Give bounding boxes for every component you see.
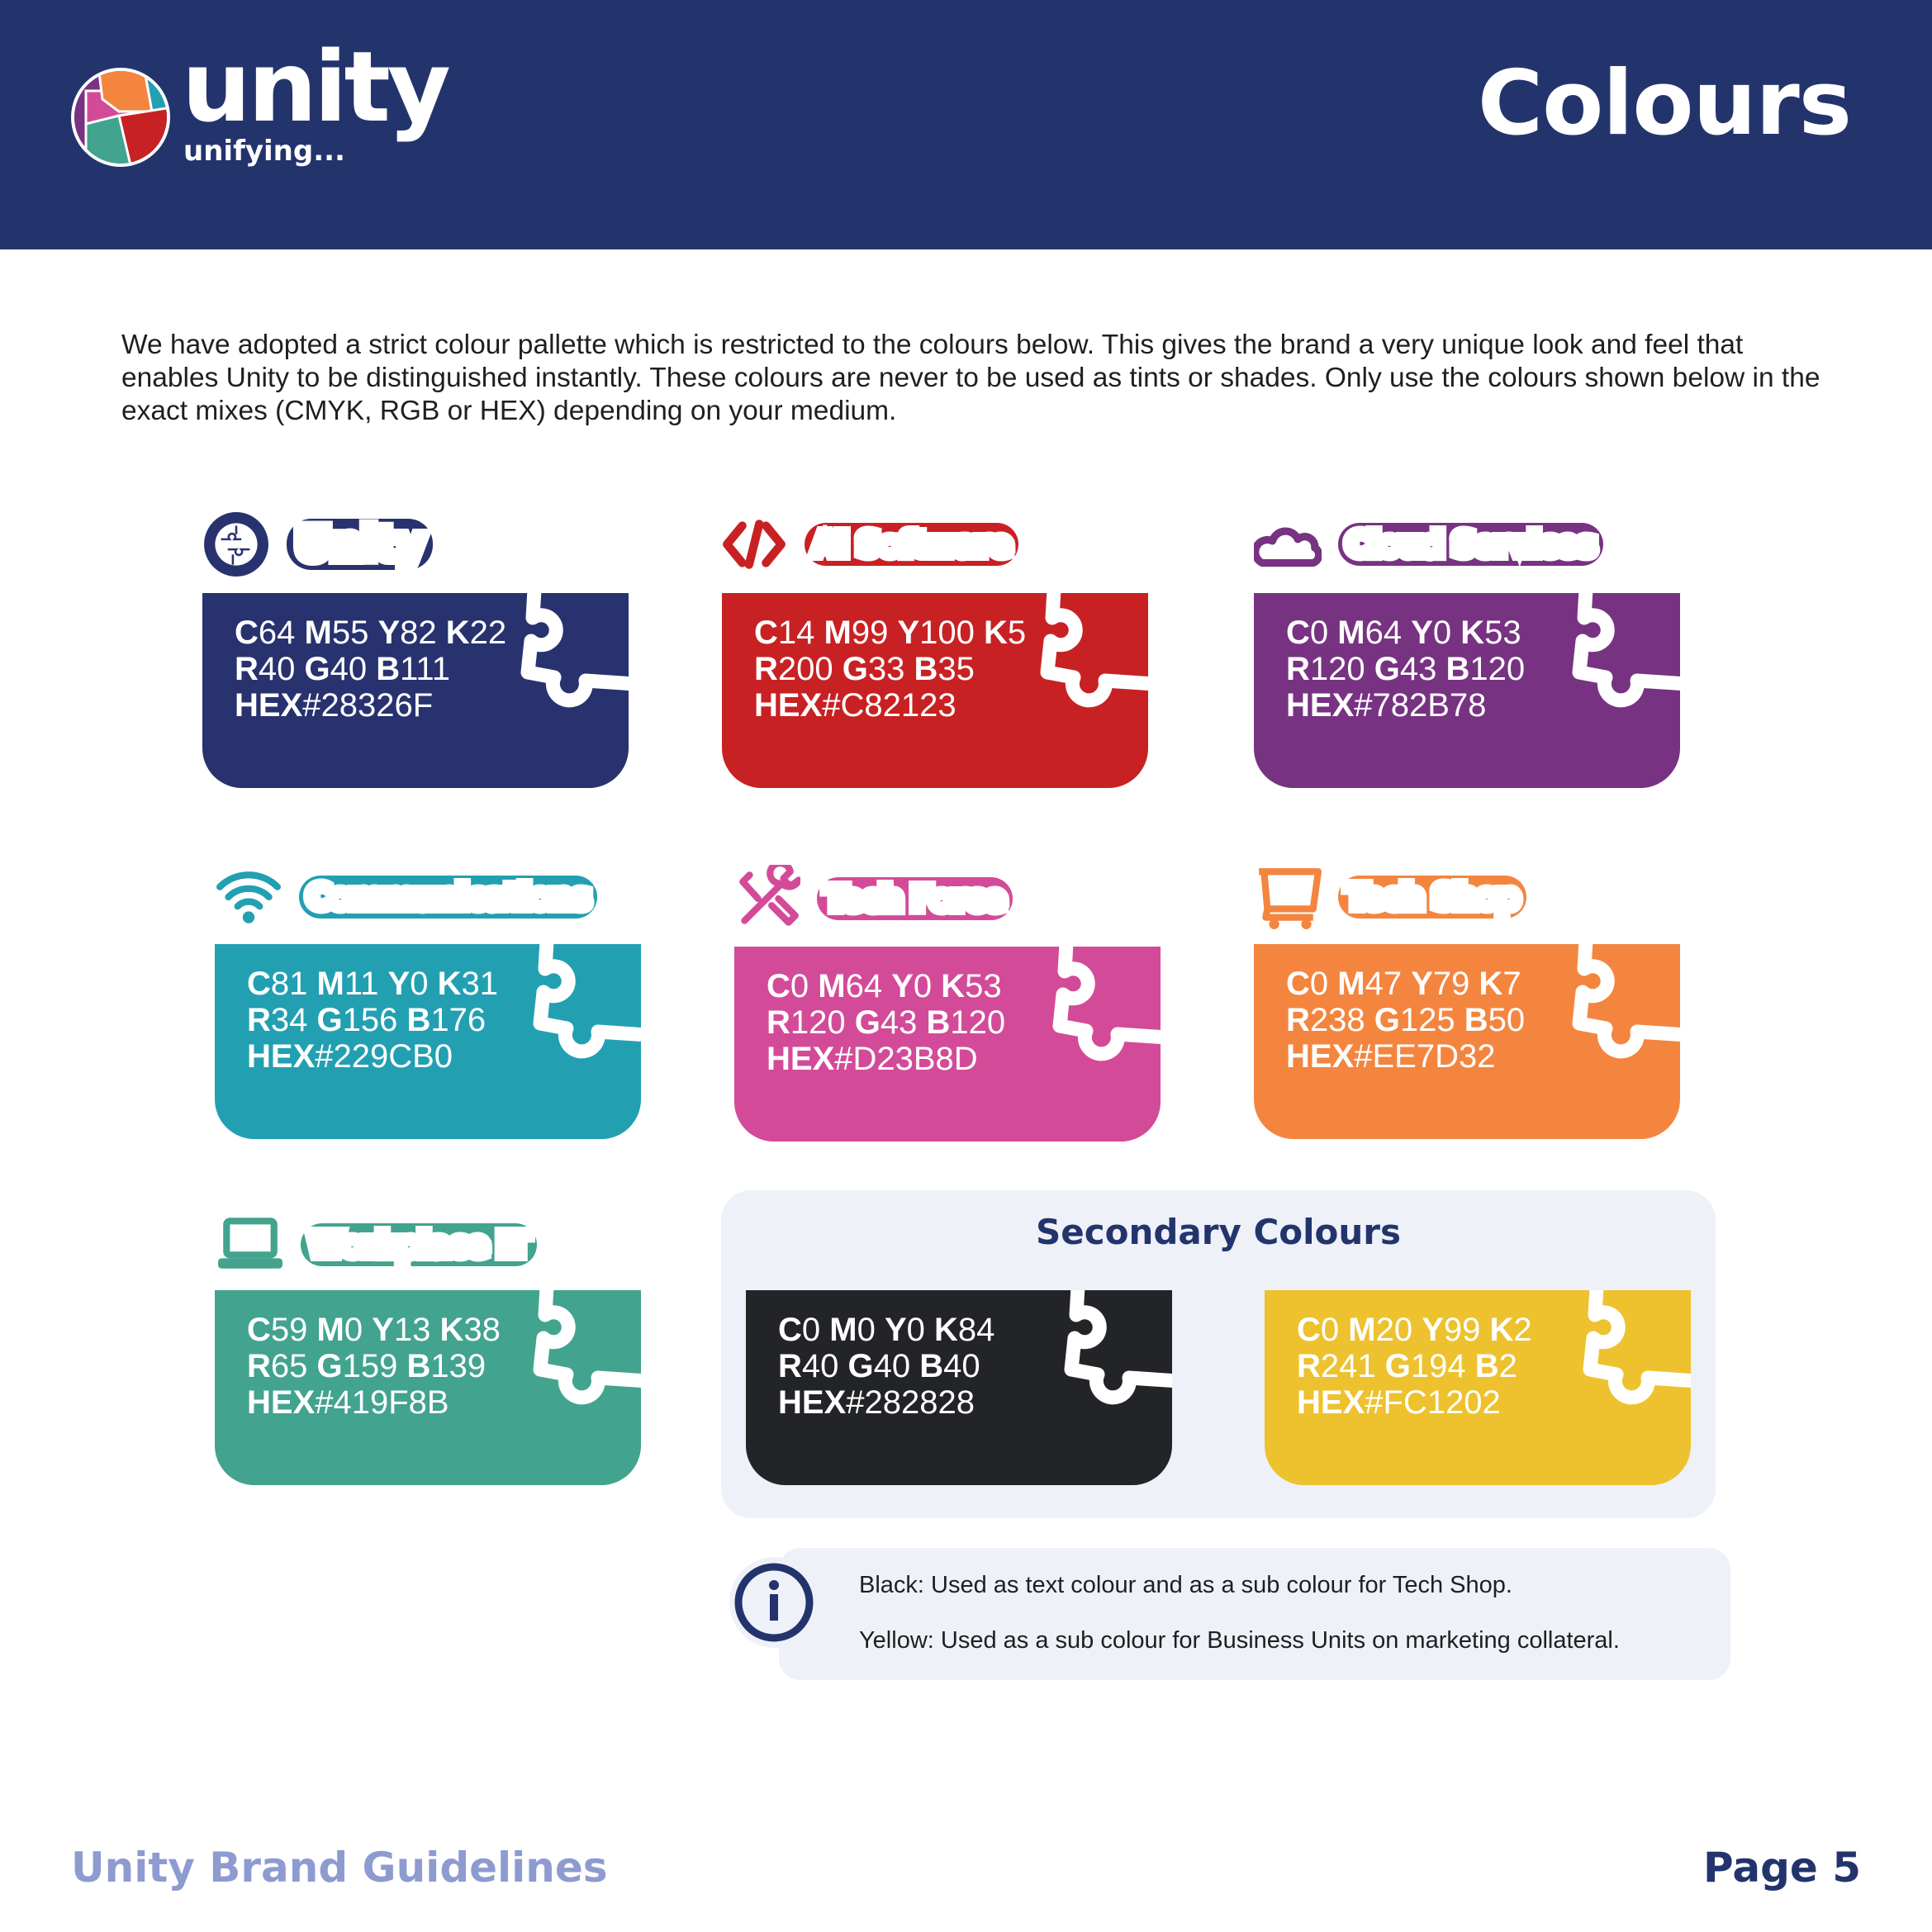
rgb-values: R40 G40 B111 xyxy=(235,651,450,687)
label-text: Tech Force xyxy=(817,877,1013,920)
hex-value: HEX#EE7D32 xyxy=(1286,1038,1496,1075)
cmyk-values: C64 M55 Y82 K22 xyxy=(235,615,507,651)
page-title: Colours xyxy=(1477,52,1851,155)
color-card-yellow xyxy=(1265,1290,1691,1485)
label-text: Workplace IT xyxy=(301,1223,537,1266)
cmyk-values: C0 M47 Y79 K7 xyxy=(1286,966,1521,1002)
label-communications xyxy=(215,862,597,932)
cmyk-values: C0 M64 Y0 K53 xyxy=(1286,615,1521,651)
puzzle-notch-icon xyxy=(1036,593,1148,722)
color-values xyxy=(778,1312,994,1421)
label-tech-force xyxy=(733,864,1013,933)
hex-value: HEX#282828 xyxy=(778,1384,975,1421)
cmyk-values: C59 M0 Y13 K38 xyxy=(247,1312,501,1348)
puzzle-notch-icon xyxy=(529,1290,641,1419)
laptop-icon xyxy=(216,1211,284,1279)
puzzle-notch-icon xyxy=(1060,1290,1172,1419)
rgb-values: R65 G159 B139 xyxy=(247,1348,487,1384)
unity-logo xyxy=(69,30,448,170)
cart-icon xyxy=(1254,863,1322,931)
rgb-values: R40 G40 B40 xyxy=(778,1348,980,1384)
puzzle-notch-icon xyxy=(516,593,629,722)
label-text: Communications xyxy=(299,876,597,919)
hex-value: HEX#419F8B xyxy=(247,1384,449,1421)
hex-value: HEX#229CB0 xyxy=(247,1038,453,1075)
info-black-note: Black: Used as text colour and as a sub colour for Tech Shop. xyxy=(859,1572,1512,1598)
puzzle-notch-icon xyxy=(1568,593,1680,722)
color-values xyxy=(1297,1312,1532,1421)
rgb-values: R200 G33 B35 xyxy=(754,651,975,687)
label-text: AI Software xyxy=(805,523,1018,566)
info-icon xyxy=(729,1557,820,1648)
footer-page-number: Page 5 xyxy=(1703,1844,1861,1892)
cmyk-values: C0 M20 Y99 K2 xyxy=(1297,1312,1532,1348)
color-values xyxy=(754,615,1026,724)
puzzle-notch-icon xyxy=(529,944,641,1073)
secondary-title: Secondary Colours xyxy=(1035,1212,1402,1252)
info-yellow-note: Yellow: Used as a sub colour for Business Units on marketing collateral. xyxy=(859,1627,1620,1654)
label-tech-shop xyxy=(1254,862,1526,932)
label-workplace-it xyxy=(216,1210,537,1279)
label-text: Cloud Services xyxy=(1338,523,1603,566)
color-card-cloud-services xyxy=(1254,593,1680,788)
puzzle-notch-icon xyxy=(1578,1290,1691,1419)
color-card-tech-shop xyxy=(1254,944,1680,1139)
label-cloud-services xyxy=(1254,510,1603,579)
color-card-workplace-it xyxy=(215,1290,641,1485)
color-values xyxy=(1286,615,1525,724)
rgb-values: R34 G156 B176 xyxy=(247,1002,487,1038)
rgb-values: R238 G125 B50 xyxy=(1286,1002,1526,1038)
color-values xyxy=(235,615,506,724)
puzzle-globe-icon xyxy=(69,66,172,169)
rgb-values: R120 G43 B120 xyxy=(1286,651,1526,687)
color-card-black xyxy=(746,1290,1172,1485)
footer-doc-title: Unity Brand Guidelines xyxy=(71,1844,608,1892)
puzzle-notch-icon xyxy=(1048,947,1161,1075)
color-card-tech-force xyxy=(734,947,1161,1142)
info-note xyxy=(779,1548,1730,1680)
color-card-ai-software xyxy=(722,593,1148,788)
rgb-values: R241 G194 B2 xyxy=(1297,1348,1517,1384)
logo-tagline: unifying... xyxy=(183,135,345,168)
label-text: Tech Shop xyxy=(1338,876,1526,919)
hex-value: HEX#C82123 xyxy=(754,687,957,724)
label-ai-software xyxy=(720,510,1018,579)
wifi-icon xyxy=(215,863,282,931)
cmyk-values: C14 M99 Y100 K5 xyxy=(754,615,1027,651)
info-icon-wrap xyxy=(729,1557,820,1648)
code-icon xyxy=(720,510,788,578)
puzzle-globe-icon xyxy=(202,510,270,578)
cmyk-values: C81 M11 Y0 K31 xyxy=(247,966,498,1002)
color-card-unity xyxy=(202,593,629,788)
logo-wordmark: unity xyxy=(182,30,448,144)
color-values xyxy=(1286,966,1525,1075)
color-values xyxy=(247,966,498,1075)
hex-value: HEX#D23B8D xyxy=(767,1041,978,1077)
hex-value: HEX#782B78 xyxy=(1286,687,1487,724)
cmyk-values: C0 M0 Y0 K84 xyxy=(778,1312,995,1348)
intro-paragraph: We have adopted a strict colour pallette which is restricted to the colours below. This gives the brand a very unique look and feel that enables Unity to be distinguished instantly. These colours are never to be used as tints or shades. Only use the colours shown below in the exact mixes (CMYK, RGB or HEX) depending on your medium. xyxy=(121,330,1820,426)
hex-value: HEX#FC1202 xyxy=(1297,1384,1501,1421)
color-card-communications xyxy=(215,944,641,1139)
label-unity xyxy=(202,510,433,579)
hex-value: HEX#28326F xyxy=(235,687,434,724)
cmyk-values: C0 M64 Y0 K53 xyxy=(767,968,1002,1004)
puzzle-notch-icon xyxy=(1568,944,1680,1073)
label-text: Unity xyxy=(287,519,433,570)
tools-icon xyxy=(733,865,800,933)
rgb-values: R120 G43 B120 xyxy=(767,1004,1006,1041)
cloud-icon xyxy=(1254,510,1322,578)
header xyxy=(0,0,1932,249)
color-values xyxy=(767,968,1005,1077)
color-values xyxy=(247,1312,501,1421)
